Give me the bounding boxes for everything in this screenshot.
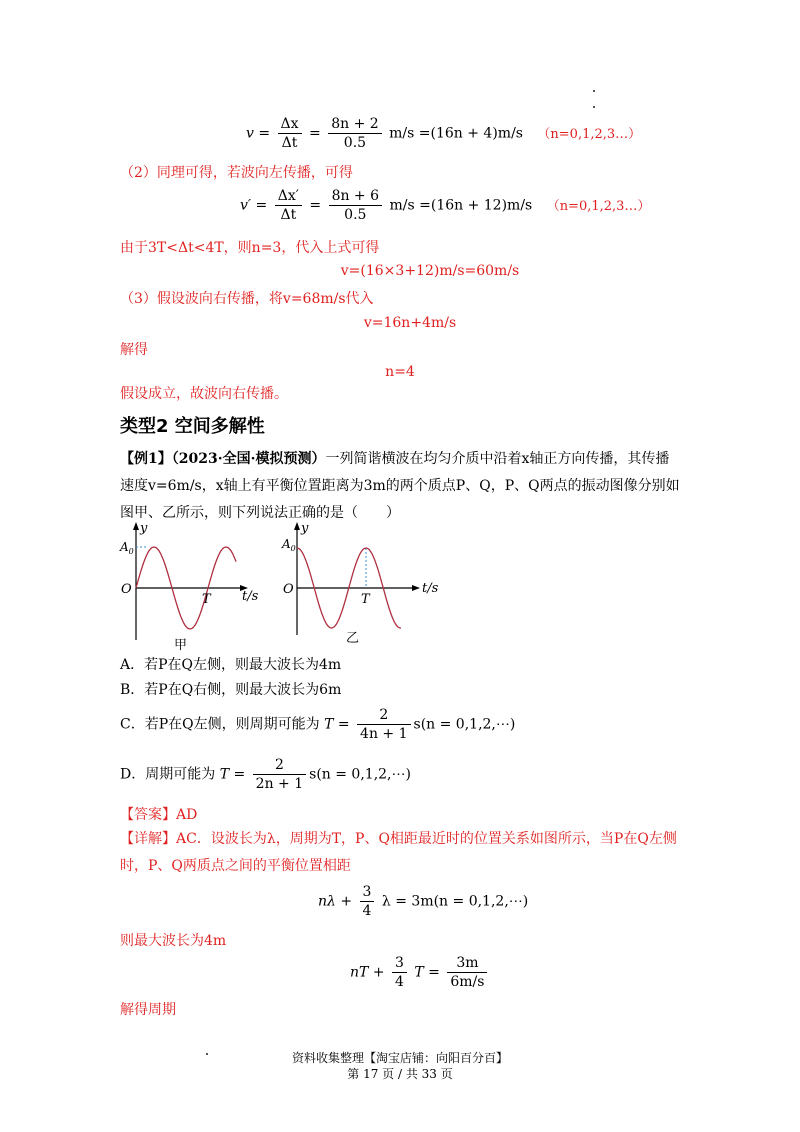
frac-num: Δx′ <box>275 187 302 206</box>
eq-lhs: nλ + <box>318 893 353 910</box>
example-paragraph <box>120 446 680 527</box>
y-label: y <box>140 521 148 536</box>
period-label: T <box>202 592 211 607</box>
fraction-dx-dt <box>275 187 302 224</box>
y-axis-arrow <box>133 522 139 530</box>
fraction-3m-6ms <box>447 954 487 991</box>
equation-wavelength <box>318 883 528 920</box>
v-equation: v=16n+4m/s <box>363 315 457 331</box>
detail-text: 【详解】AC．设波长为λ，周期为T，P、Q相距最近时的位置关系如图所示，当P在Q左侧时，P、Q两质点之间的平衡位置相距 <box>120 831 677 874</box>
fraction-3-4 <box>360 883 375 920</box>
option-d-T: T = <box>219 766 246 783</box>
option-d-range: s(n = 0,1,2,⋯) <box>309 766 411 783</box>
origin-label: O <box>121 582 132 597</box>
fraction-value <box>328 115 381 152</box>
eq-condition: （n=0,1,2,3…） <box>546 198 651 214</box>
option-c-range: s(n = 0,1,2,⋯) <box>413 716 516 733</box>
frac-num: 2 <box>253 756 306 775</box>
frac-den: 2n + 1 <box>255 776 304 792</box>
equation-v-right: v = $\frac{\Delta x}{\Delta t}$ = $\frac{8n + 2}{0.5}$ m/s =(16n + 4)m/s （n=0,1,2,3…） <box>246 116 642 151</box>
option-c-T: T = <box>324 716 350 733</box>
solve-label: 解得 <box>120 342 148 358</box>
t-label: t/s <box>422 581 439 596</box>
fraction-3-4 <box>392 954 407 991</box>
frac-den: 0.5 <box>344 207 367 223</box>
option-a: A．若P在Q左侧，则最大波长为4m <box>120 657 342 673</box>
equation-v-left: v′ = $\frac{\Delta x'}{\Delta t}$ = $\frac{8n + 6}{0.5}$ m/s =(16n + 12)m/s （n=0,1,2,3…） <box>240 188 651 223</box>
amplitude-label: $A_0$ <box>120 540 134 556</box>
y-axis-arrow <box>294 522 300 530</box>
frac-den: 0.5 <box>343 135 367 151</box>
graph-jia <box>118 520 268 655</box>
section-title: 类型2 空间多解性 <box>120 416 265 437</box>
period-label: T <box>361 592 370 607</box>
option-c-fraction <box>357 706 410 743</box>
graph-yi <box>280 520 440 655</box>
dot-mark <box>593 106 595 108</box>
graph-caption: 乙 <box>346 631 360 646</box>
eq-mid: T = <box>414 964 440 981</box>
y-label: y <box>301 521 309 536</box>
eq-lhs: nT + <box>350 964 385 981</box>
eq-result: =(16n + 12)m/s <box>419 197 533 214</box>
eq-lhs: v′ = <box>240 197 268 214</box>
frac-den: Δt <box>280 207 297 223</box>
eq-lhs: v = <box>246 125 271 142</box>
eq-rhs: λ = 3m(n = 0,1,2,⋯) <box>381 893 529 910</box>
eq-unit: m/s <box>389 125 415 142</box>
footer-source: 资料收集整理【淘宝店铺：向阳百分百】 <box>291 1051 508 1065</box>
origin-label: O <box>283 582 294 597</box>
n-result: n=4 <box>385 364 415 380</box>
conclusion-text: 假设成立，故波向右传播。 <box>120 386 288 402</box>
answer-text: 【答案】AD <box>120 807 198 823</box>
eq-condition: （n=0,1,2,3…） <box>537 126 642 142</box>
frac-num: 3 <box>360 883 375 902</box>
option-c <box>120 706 515 743</box>
footer-page: 第 17 页 / 共 33 页 <box>347 1067 453 1081</box>
t-axis-arrow <box>412 585 420 591</box>
frac-num: 2 <box>357 706 410 725</box>
equation-period <box>350 954 490 991</box>
max-wavelength-text: 则最大波长为4m <box>120 933 227 949</box>
option-d-text: D．周期可能为 <box>120 766 216 783</box>
frac-num: 3 <box>392 954 407 973</box>
fraction-dx-dt <box>278 115 302 152</box>
fraction-value <box>329 187 382 224</box>
v-result: v=(16×3+12)m/s=60m/s <box>340 263 520 279</box>
example-source: （2023·全国·模拟预测） <box>171 451 326 467</box>
dot-mark <box>593 90 595 92</box>
option-b: B．若P在Q右侧，则最大波长为6m <box>120 682 342 698</box>
option-d-fraction <box>253 756 306 793</box>
example-text: 一列简谐横波在均匀介质中沿着x轴正方向传播，其传播速度v=6m/s，x轴上有平衡位置距离为3m的两个质点P、Q，P、Q两点的振动图像分别如图甲、乙所示，则下列说法正确的是（ ） <box>120 451 680 521</box>
frac-den: Δt <box>281 135 298 151</box>
amplitude-label: $A_0$ <box>282 537 296 553</box>
eq-unit: m/s <box>389 197 415 214</box>
frac-num: Δx <box>278 115 302 134</box>
frac-num: 8n + 2 <box>328 115 381 134</box>
frac-den: 4n + 1 <box>360 726 408 742</box>
example-tag: 【例1】 <box>120 451 172 467</box>
frac-num: 3m <box>447 954 487 973</box>
step-3-text: （3）假设波向右传播，将v=68m/s代入 <box>120 291 374 307</box>
eq-result: =(16n + 4)m/s <box>418 125 523 142</box>
frac-den: 4 <box>395 974 404 990</box>
graph-caption: 甲 <box>174 638 188 653</box>
step-2-text: （2）同理可得，若波向左传播，可得 <box>120 165 353 181</box>
condition-text: 由于3T<Δt<4T，则n=3，代入上式可得 <box>120 240 380 256</box>
solve-period-text: 解得周期 <box>120 1002 176 1018</box>
t-label: t/s <box>242 589 259 604</box>
frac-den: 6m/s <box>450 974 485 990</box>
option-d <box>120 756 411 793</box>
frac-num: 8n + 6 <box>329 187 382 206</box>
frac-den: 4 <box>362 903 372 919</box>
option-c-text: C．若P在Q左侧，则周期可能为 <box>120 716 320 733</box>
